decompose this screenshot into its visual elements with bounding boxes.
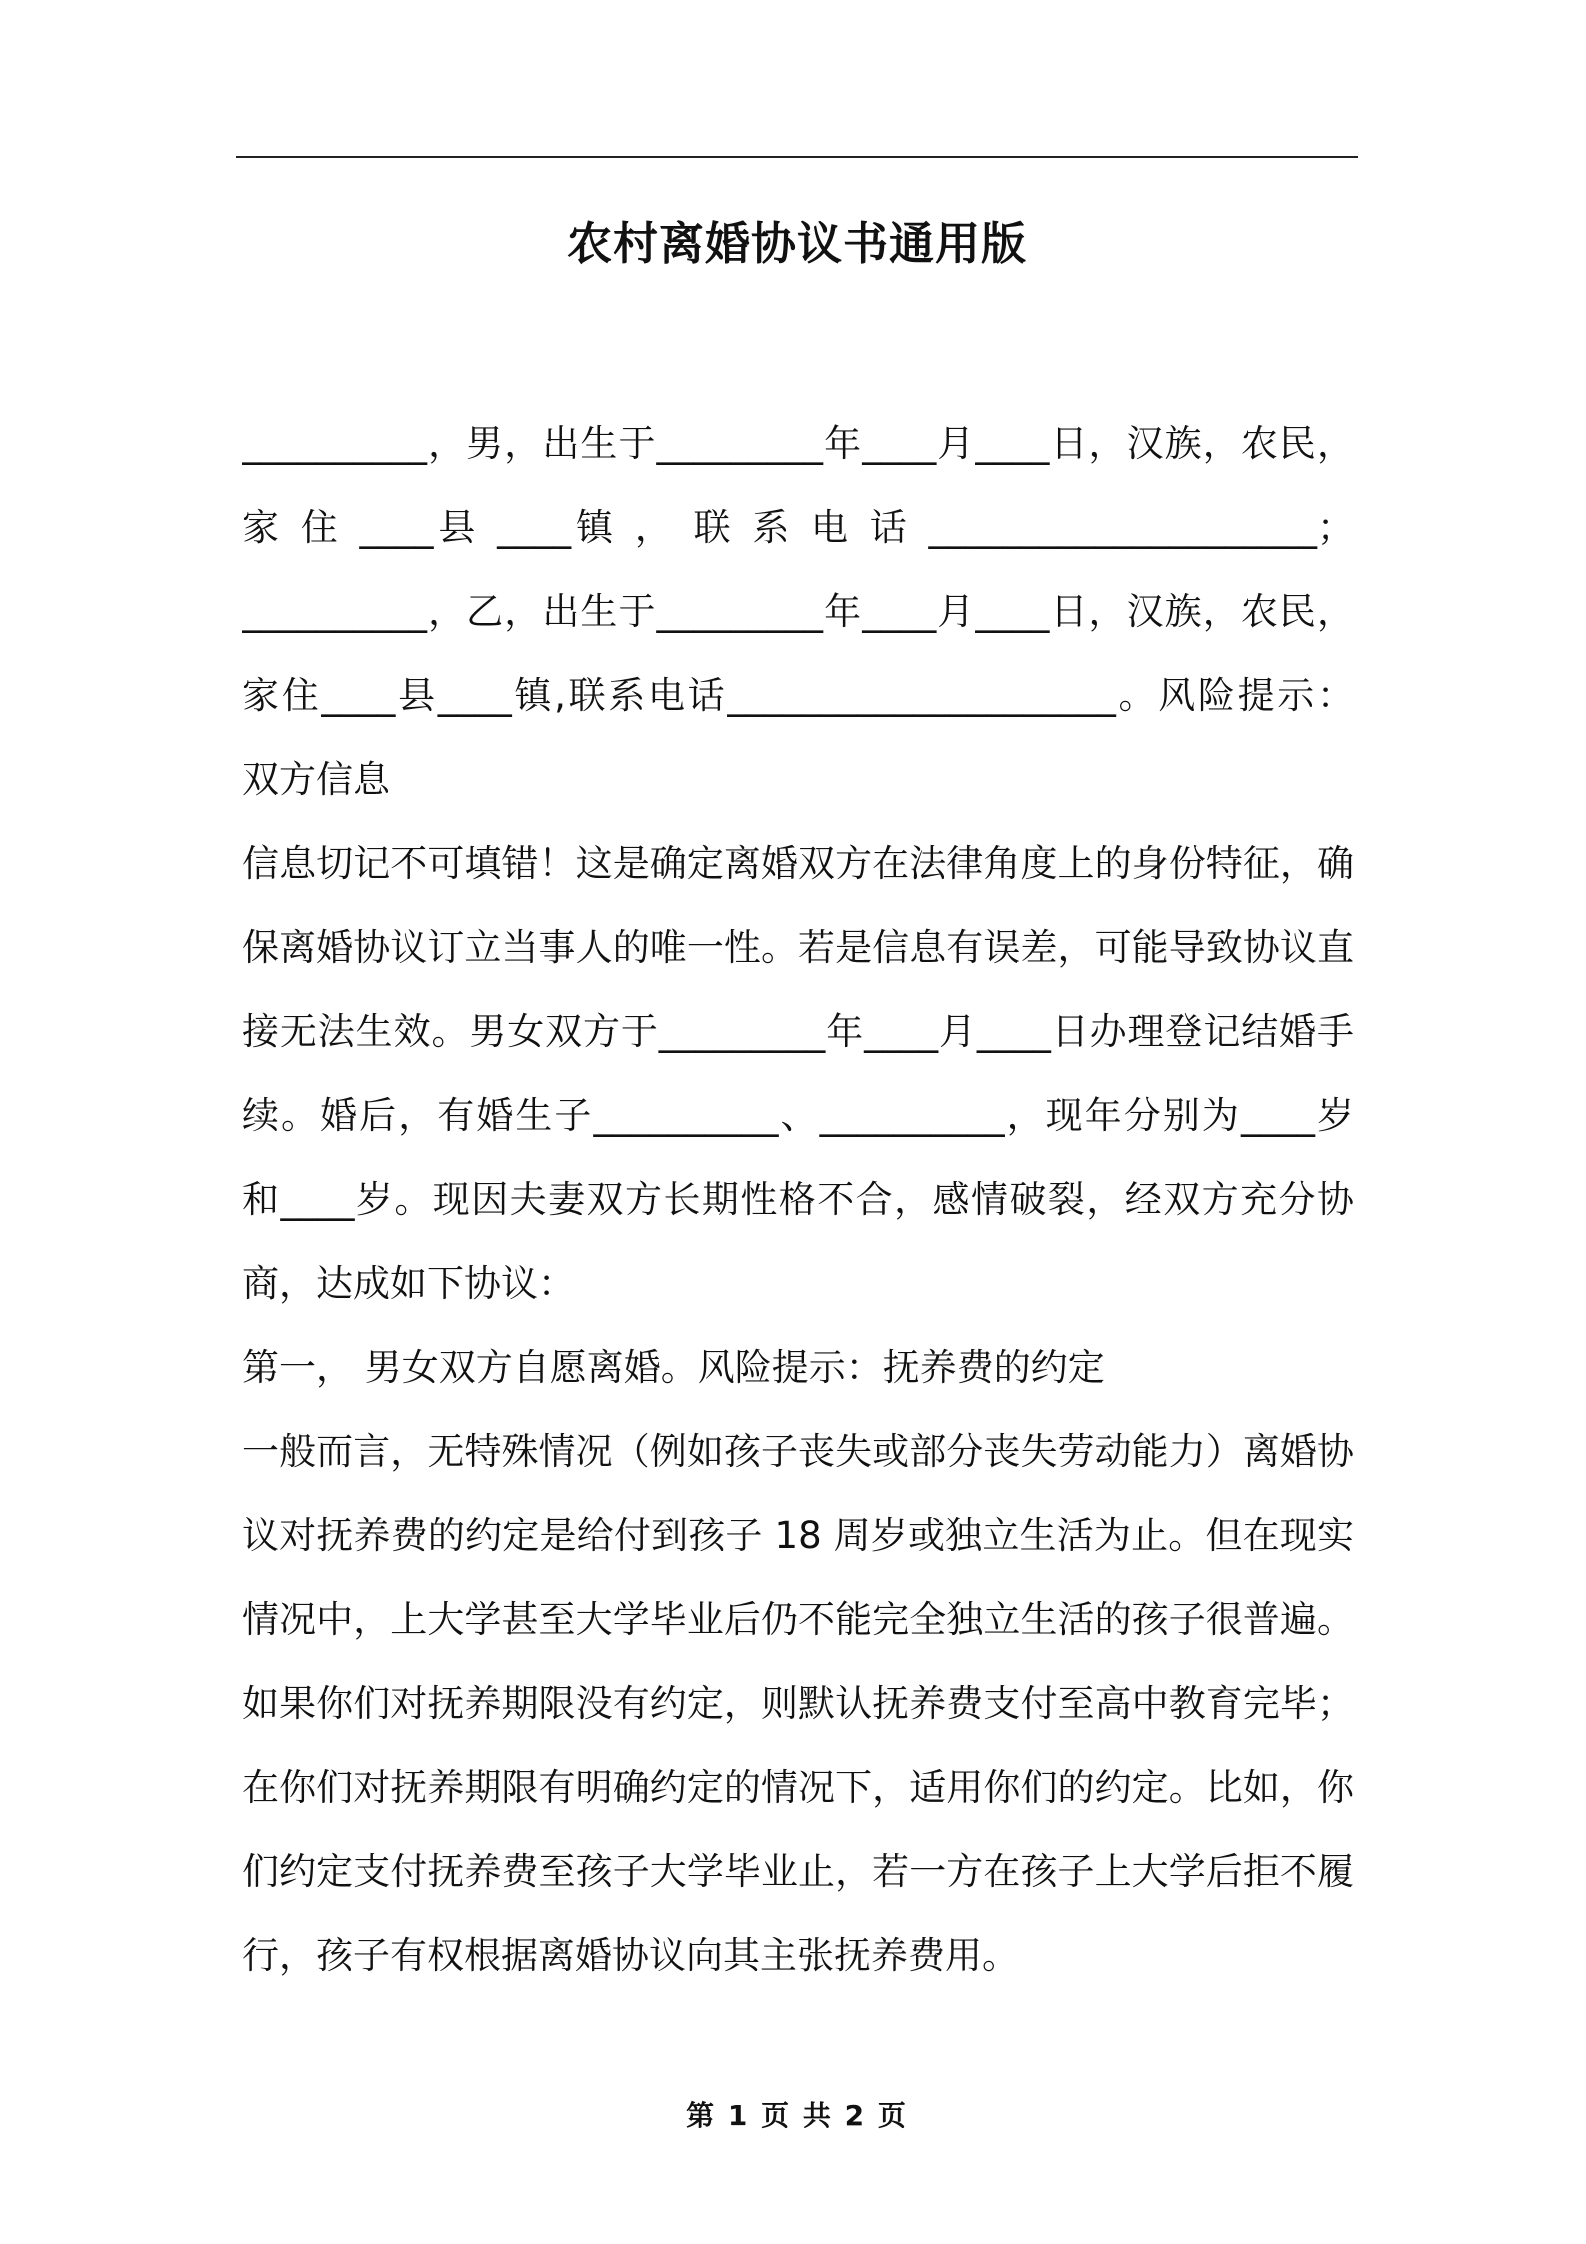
body-line: 保离婚协议订立当事人的唯一性。若是信息有误差，可能导致协议直: [242, 926, 1354, 969]
body-line: 如果你们对抚养期限没有约定，则默认抚养费支付至高中教育完毕；: [242, 1682, 1354, 1725]
page-number: 第 1 页 共 2 页: [686, 2099, 908, 2132]
body-line: 议对抚养费的约定是给付到孩子 18 周岁或独立生活为止。但在现实: [242, 1514, 1354, 1557]
body-line: 家住____县____镇,联系电话_____________________。风险提示：: [242, 674, 1354, 717]
body-line: 双方信息: [242, 758, 390, 801]
body-line: 和____岁。现因夫妻双方长期性格不合，感情破裂，经双方充分协: [242, 1178, 1354, 1221]
section-heading: 第一， 男女双方自愿离婚。风险提示：抚养费的约定: [242, 1346, 1105, 1389]
body-line: 家 住 ____县 ____镇 ， 联 系 电 话 _____________________；: [242, 506, 1354, 549]
body-line: 商，达成如下协议：: [242, 1262, 575, 1305]
body-line: 在你们对抚养期限有明确约定的情况下，适用你们的约定。比如，你: [242, 1766, 1354, 1809]
body-line: 行，孩子有权根据离婚协议向其主张抚养费用。: [242, 1934, 1019, 1977]
body-line: 信息切记不可填错！这是确定离婚双方在法律角度上的身份特征，确: [242, 842, 1354, 885]
header-rule: [236, 156, 1358, 158]
body-line: __________，男，出生于_________年____月____日，汉族，农民，: [242, 422, 1354, 465]
body-line: 情况中，上大学甚至大学毕业后仍不能完全独立生活的孩子很普遍。: [242, 1598, 1354, 1641]
body-line: 一般而言，无特殊情况（例如孩子丧失或部分丧失劳动能力）离婚协: [242, 1430, 1354, 1473]
document-body: [242, 402, 1354, 1998]
body-line: 们约定支付抚养费至孩子大学毕业止，若一方在孩子上大学后拒不履: [242, 1850, 1354, 1893]
body-line: 续。婚后，有婚生子__________、__________，现年分别为____岁: [242, 1094, 1354, 1137]
document-title: 农村离婚协议书通用版: [566, 217, 1027, 270]
body-line: 接无法生效。男女双方于_________年____月____日办理登记结婚手: [242, 1010, 1354, 1053]
body-line: __________，乙，出生于_________年____月____日，汉族，农民，: [242, 590, 1354, 633]
